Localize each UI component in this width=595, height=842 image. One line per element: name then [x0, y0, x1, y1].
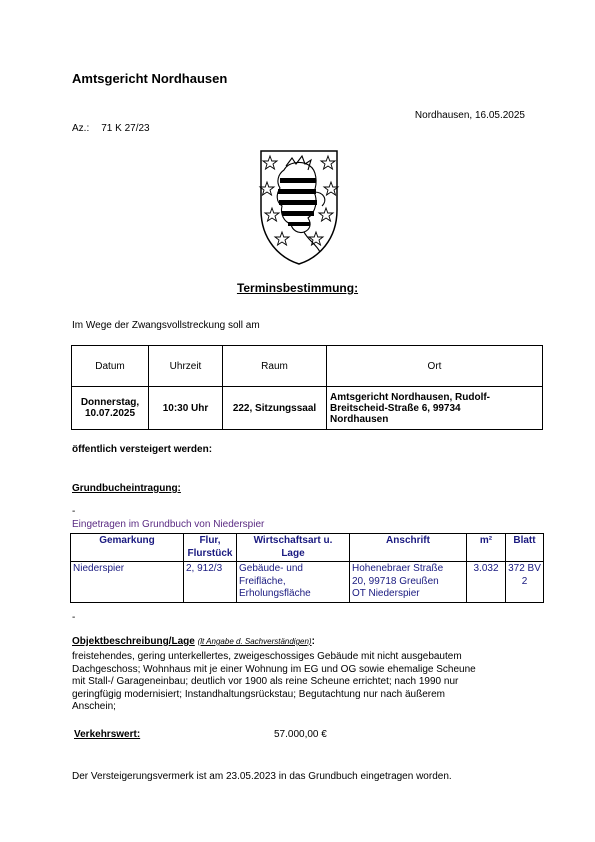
case-number: [72, 123, 150, 134]
footer-note: Der Versteigerungsvermerk ist am 23.05.2023 in das Grundbuch eingetragen worden.: [72, 771, 452, 782]
dash-1: -: [72, 506, 76, 517]
cell-anschrift: [350, 562, 467, 603]
dash-2: -: [72, 612, 76, 623]
grundbuch-heading: Grundbucheintragung:: [72, 483, 181, 494]
cell-gemarkung: Niederspier: [71, 562, 184, 603]
objekt-line: mit Stall-/ Garageneinbau; deutlich vor 1900 als reine Scheune errichtet; nach 1990 nur: [72, 676, 459, 687]
header-anschrift: Anschrift: [350, 534, 467, 562]
cell-uhrzeit: 10:30 Uhr: [149, 387, 223, 430]
header-uhrzeit: Uhrzeit: [149, 346, 223, 387]
objekt-heading: [72, 636, 315, 649]
header-flur-l2: Flurstück: [187, 547, 233, 559]
place-date: Nordhausen, 16.05.2025: [414, 110, 525, 121]
header-wirt-l2: Lage: [281, 547, 305, 559]
cell-flur: 2, 912/3: [184, 562, 237, 603]
ort-line-2: Breitscheid-Straße 6, 99734: [330, 402, 461, 414]
objekt-line: Dachgeschoss; Wohnhaus mit je einer Wohnung im EG und OG sowie ehemalige Scheune: [72, 663, 476, 675]
cell-wirtschaftsart: [237, 562, 350, 603]
anschrift-line-2: 20, 99718 Greußen: [352, 575, 439, 587]
objekt-heading-note: (lt Angabe d. Sachverständigen): [197, 637, 312, 646]
blatt-line-2: 2: [521, 575, 528, 587]
header-flur: [184, 534, 237, 562]
grundbuch-row: [71, 562, 544, 603]
anschrift-line-3: OT Niederspier: [352, 588, 420, 599]
ort-line-3: Nordhausen: [330, 413, 389, 425]
verkehrswert-value: 57.000,00 €: [274, 729, 327, 740]
header-flur-l1: Flur,: [199, 535, 221, 546]
termin-header-row: [72, 346, 543, 387]
header-wirt-l1: Wirtschaftsart u.: [253, 535, 333, 546]
objekt-line: Anschein;: [72, 701, 116, 712]
objekt-description: [72, 651, 476, 714]
verkehrswert-label: Verkehrswert:: [74, 729, 141, 740]
termin-row: [72, 387, 543, 430]
header-datum: Datum: [72, 346, 149, 387]
objekt-line: geringfügig modernisiert; Instandhaltungsrückstau; Begutachtung nur nach äußerem: [72, 688, 446, 700]
intro-text: Im Wege der Zwangsvollstreckung soll am: [72, 320, 260, 331]
eingetragen-text: Eingetragen im Grundbuch von Niederspier: [72, 519, 265, 530]
header-gemarkung: Gemarkung: [71, 534, 184, 562]
ort-line-1: Amtsgericht Nordhausen, Rudolf-: [330, 391, 491, 403]
datum-date: 10.07.2025: [84, 408, 136, 419]
blatt-line-1: 372 BV: [508, 563, 541, 574]
termin-table: [71, 345, 543, 430]
az-label: Az.:: [72, 123, 90, 134]
cell-m2: 3.032: [467, 562, 506, 603]
objekt-heading-colon: :: [311, 636, 315, 647]
coat-of-arms-thuringia: [258, 148, 340, 266]
header-m2: m²: [467, 534, 506, 562]
header-blatt: Blatt: [506, 534, 544, 562]
wirt-line-1: Gebäude- und: [239, 563, 303, 574]
header-ort: Ort: [327, 346, 543, 387]
document-heading: Terminsbestimmung:: [236, 281, 359, 295]
header-wirtschaftsart: [237, 534, 350, 562]
cell-datum: [72, 387, 149, 430]
cell-ort: [327, 387, 543, 430]
az-number: 71 K 27/23: [101, 123, 150, 134]
header-raum: Raum: [223, 346, 327, 387]
court-name: Amtsgericht Nordhausen: [72, 71, 228, 86]
objekt-heading-label: Objektbeschreibung/Lage: [72, 636, 195, 647]
cell-blatt: [506, 562, 544, 603]
wirt-line-3: Erholungsfläche: [239, 588, 311, 599]
cell-raum: 222, Sitzungssaal: [223, 387, 327, 430]
versteigert-text: öffentlich versteigert werden:: [72, 444, 213, 455]
grundbuch-header-row: [71, 534, 544, 562]
grundbuch-table: [70, 533, 544, 603]
objekt-line: freistehendes, gering unterkellertes, zweigeschossiges Gebäude mit nicht ausgebautem: [72, 651, 462, 662]
anschrift-line-1: Hohenebraer Straße: [352, 563, 444, 574]
datum-weekday: Donnerstag,: [80, 397, 140, 408]
wirt-line-2: Freifläche,: [239, 575, 286, 587]
